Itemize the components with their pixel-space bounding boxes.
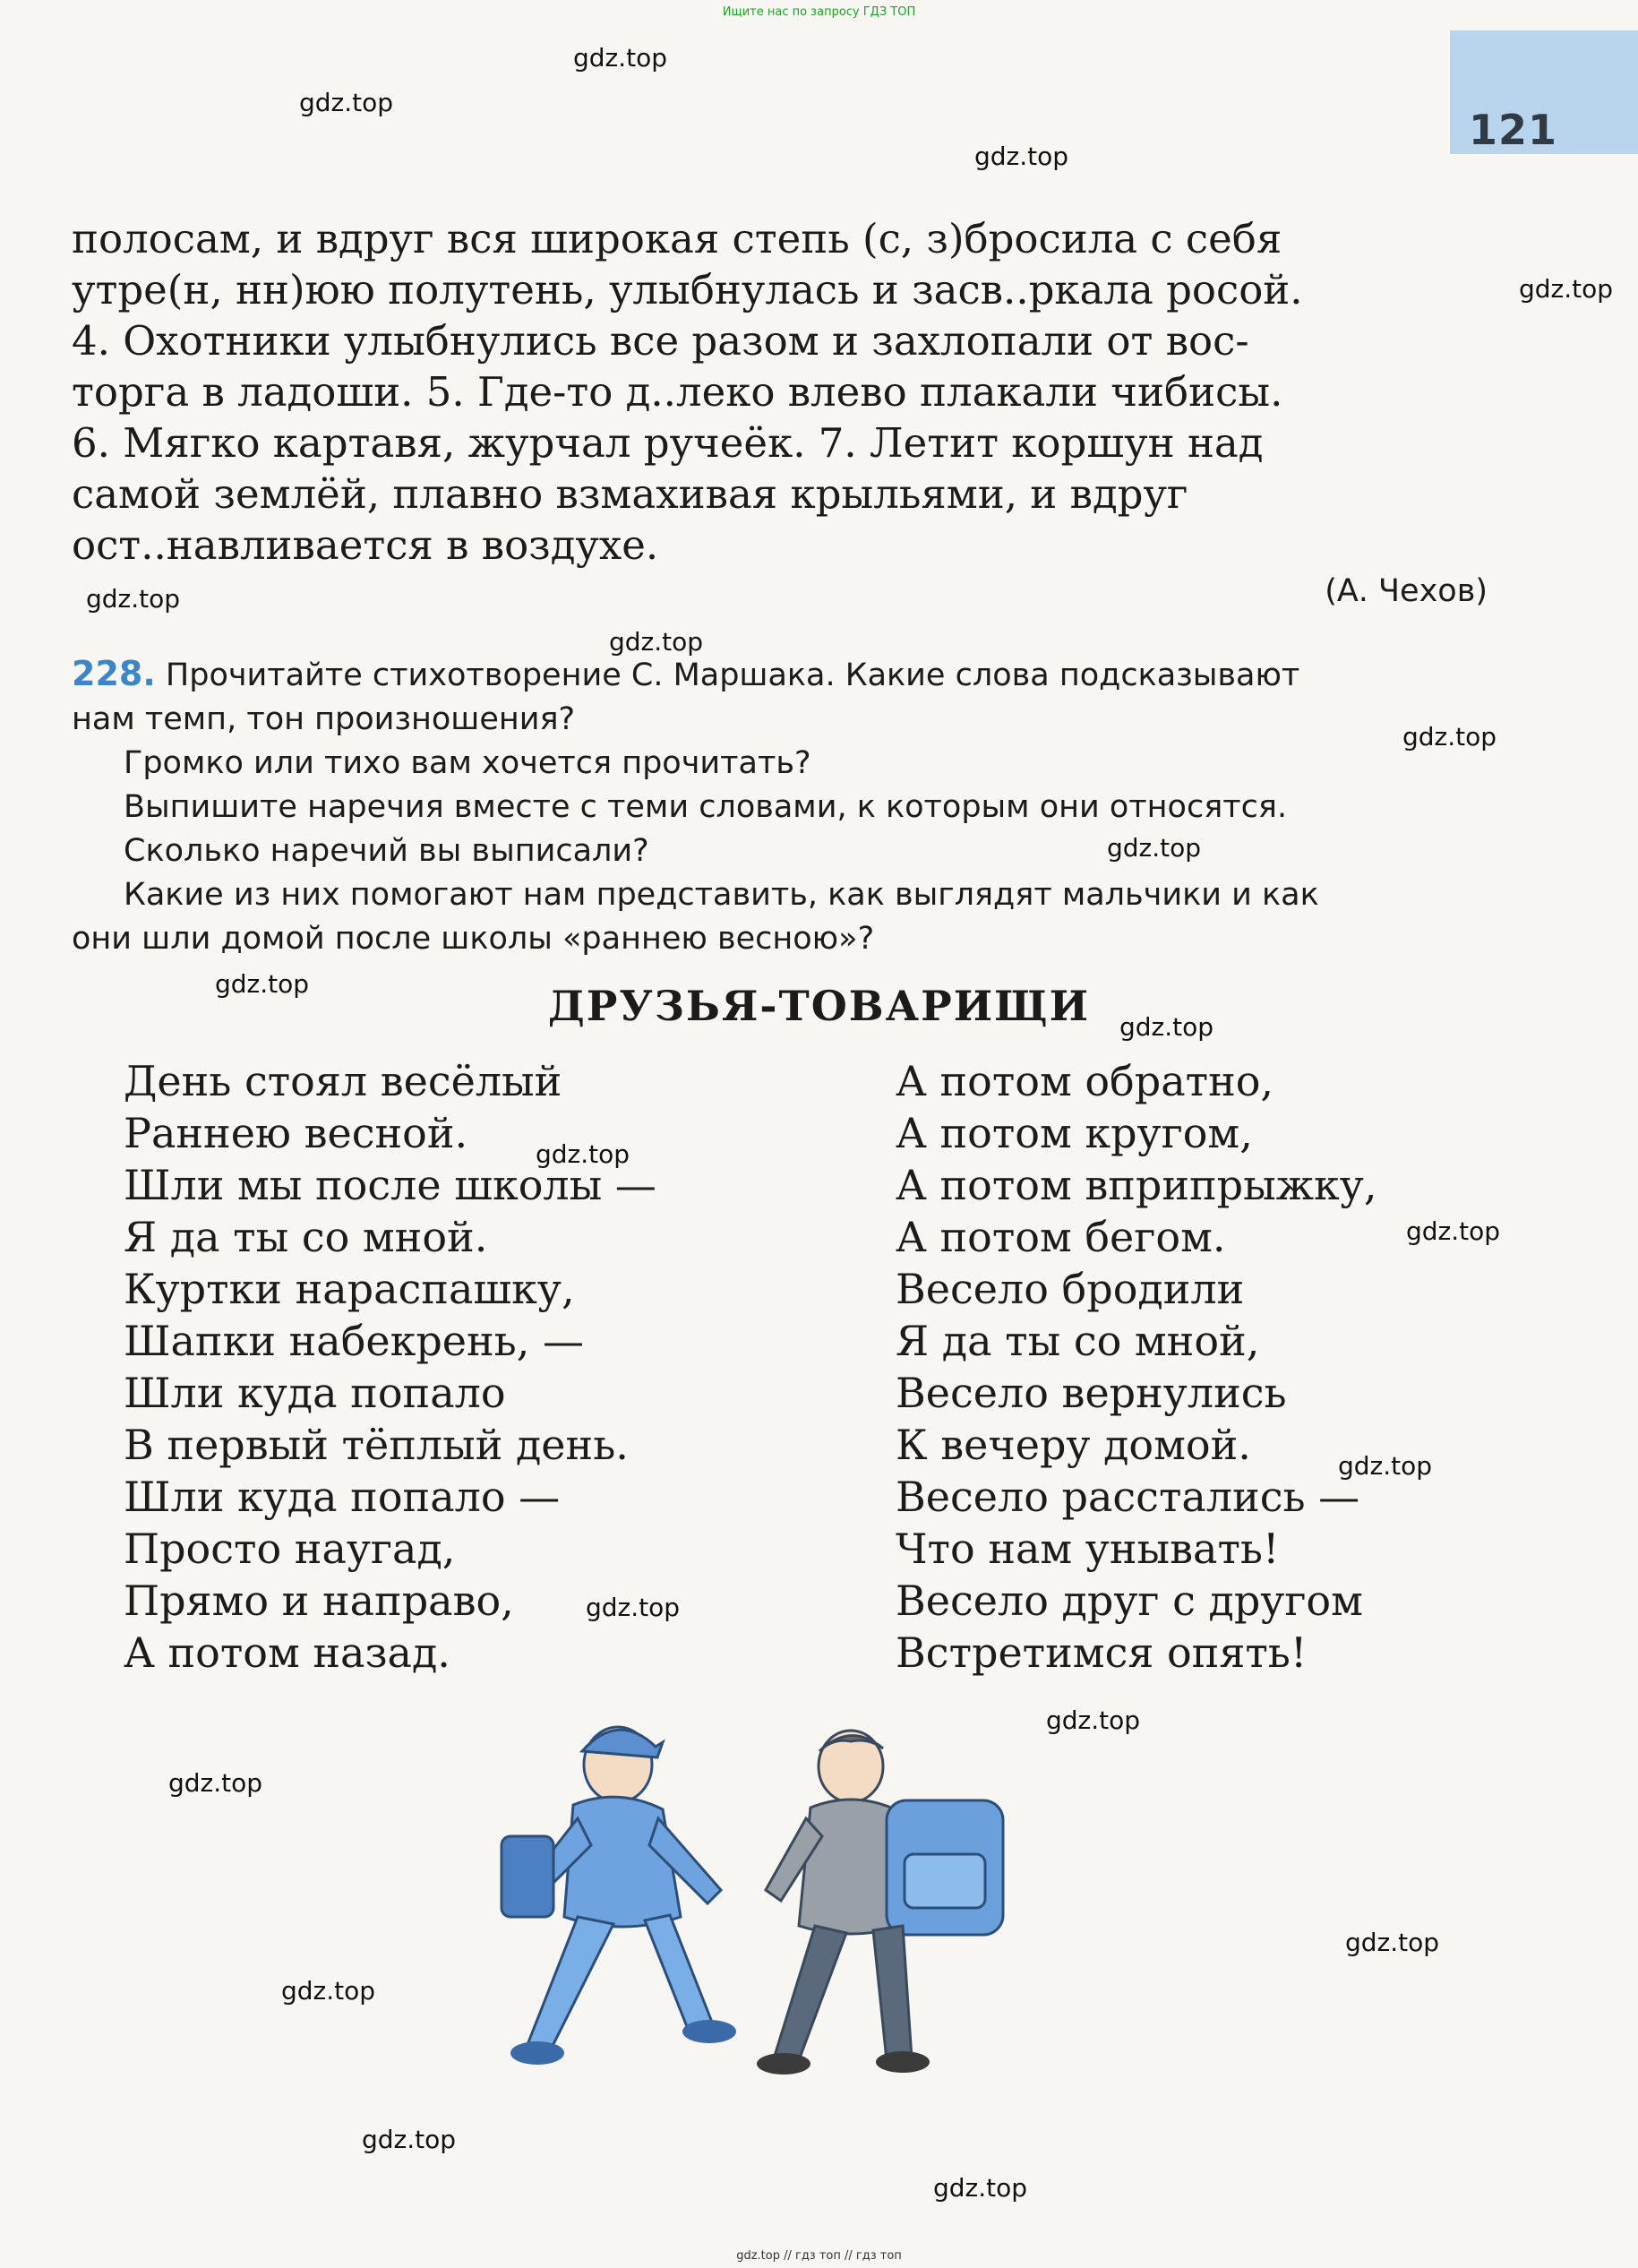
task-text: Прочитайте стихотворение С. Маршака. Какие слова подсказывают bbox=[165, 657, 1300, 693]
watermark: gdz.top bbox=[1119, 1012, 1214, 1042]
task-line: Выпишите наречия вместе с теми словами, к которым они относятся. bbox=[124, 789, 1288, 825]
task-line: Сколько наречий вы выписали? bbox=[124, 833, 649, 869]
task-228 bbox=[72, 652, 1488, 961]
text-line: утре(н, нн)юю полутень, улыбнулась и засв..ркала росой. bbox=[72, 266, 1303, 314]
task-line bbox=[72, 652, 1488, 698]
text-line: торга в ладоши. 5. Где-то д..леко влево плакали чибисы. bbox=[72, 368, 1283, 416]
poem-line: А потом бегом. bbox=[896, 1213, 1226, 1261]
poem-line: Шапки набекрень, — bbox=[124, 1317, 584, 1365]
poem-line: День стоял весёлый bbox=[124, 1057, 562, 1105]
watermark: gdz.top bbox=[1345, 1928, 1440, 1957]
text-line: полосам, и вдруг вся широкая степь (с, з)бросила с себя bbox=[72, 215, 1282, 262]
exercise-text bbox=[72, 213, 1487, 571]
watermark: gdz.top bbox=[215, 969, 310, 999]
poem-line: Шли мы после школы — bbox=[124, 1161, 656, 1209]
watermark: gdz.top bbox=[1406, 1216, 1501, 1246]
poem-column-right bbox=[896, 1055, 1377, 1679]
text-line: 4. Охотники улыбнулись все разом и захлопали от вос- bbox=[72, 317, 1249, 365]
poem-line: Шли куда попало — bbox=[124, 1473, 561, 1521]
watermark: gdz.top bbox=[1338, 1451, 1433, 1481]
bottom-banner-note: gdz.top // гдз топ // гдз топ bbox=[736, 2249, 902, 2263]
poem-line: Встретимся опять! bbox=[896, 1628, 1308, 1677]
poem-column-left bbox=[124, 1055, 656, 1679]
watermark: gdz.top bbox=[86, 584, 181, 614]
text-line: 6. Мягко картавя, журчал ручеёк. 7. Летит коршун над bbox=[72, 419, 1264, 467]
poem-line: Весело бродили bbox=[896, 1265, 1245, 1313]
boy-left-figure bbox=[502, 1727, 736, 2065]
task-line: нам темп, тон произношения? bbox=[72, 701, 576, 737]
poem-line: Шли куда попало bbox=[124, 1369, 506, 1417]
watermark: gdz.top bbox=[281, 1976, 376, 2006]
page-number: 121 bbox=[1469, 106, 1558, 154]
watermark: gdz.top bbox=[1519, 274, 1614, 304]
poem-line: Куртки нараспашку, bbox=[124, 1265, 575, 1313]
boys-illustration bbox=[466, 1702, 1111, 2114]
poem-line: Просто наугад, bbox=[124, 1525, 456, 1573]
poem-line: А потом кругом, bbox=[896, 1109, 1253, 1157]
author-attribution: (А. Чехов) bbox=[1325, 573, 1488, 609]
task-line: они шли домой после школы «раннею весною»? bbox=[72, 921, 875, 957]
poem-line: Весело расстались — bbox=[896, 1473, 1360, 1521]
poem-line: Весело друг с другом bbox=[896, 1576, 1363, 1625]
poem-title: ДРУЗЬЯ-ТОВАРИЩИ bbox=[547, 982, 1091, 1030]
watermark: gdz.top bbox=[573, 43, 668, 73]
watermark: gdz.top bbox=[609, 627, 704, 657]
watermark: gdz.top bbox=[933, 2173, 1028, 2203]
poem-line: А потом вприпрыжку, bbox=[896, 1161, 1377, 1209]
top-banner-note: Ищите нас по запросу ГДЗ ТОП bbox=[722, 5, 916, 19]
task-line: Какие из них помогают нам представить, как выглядят мальчики и как bbox=[124, 877, 1319, 913]
poem-line: В первый тёплый день. bbox=[124, 1421, 629, 1469]
poem-line: Я да ты со мной, bbox=[896, 1317, 1260, 1365]
watermark: gdz.top bbox=[362, 2125, 457, 2154]
poem-line: Что нам унывать! bbox=[896, 1525, 1280, 1573]
watermark: gdz.top bbox=[1402, 722, 1497, 752]
watermark: gdz.top bbox=[536, 1139, 630, 1169]
watermark: gdz.top bbox=[168, 1768, 263, 1798]
poem-line: Я да ты со мной. bbox=[124, 1213, 488, 1261]
poem-line: Прямо и направо, bbox=[124, 1576, 514, 1625]
poem-line: Раннею весной. bbox=[124, 1109, 468, 1157]
task-line: Громко или тихо вам хочется прочитать? bbox=[124, 745, 811, 781]
poem-line: Весело вернулись bbox=[896, 1369, 1287, 1417]
watermark: gdz.top bbox=[586, 1593, 681, 1622]
watermark: gdz.top bbox=[1107, 833, 1202, 863]
text-line: ост..навливается в воздухе. bbox=[72, 521, 659, 569]
poem-line: А потом обратно, bbox=[896, 1057, 1274, 1105]
boy-right-figure bbox=[757, 1731, 1003, 2075]
poem-line: К вечеру домой. bbox=[896, 1421, 1251, 1469]
watermark: gdz.top bbox=[974, 142, 1069, 171]
watermark: gdz.top bbox=[1046, 1705, 1141, 1735]
watermark: gdz.top bbox=[299, 88, 394, 117]
task-number: 228. bbox=[72, 654, 156, 693]
text-line: самой землёй, плавно взмахивая крыльями, и вдруг bbox=[72, 470, 1188, 518]
poem-line: А потом назад. bbox=[124, 1628, 450, 1677]
